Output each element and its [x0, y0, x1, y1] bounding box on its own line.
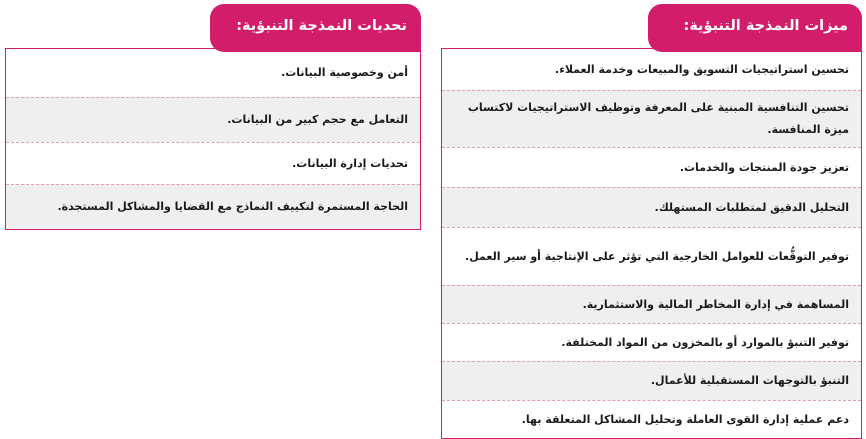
list-item: المساهمة في إدارة المخاطر المالية والاستثمارية.	[442, 285, 861, 323]
list-item: توفير التوقُّعات للعوامل الخارجية التي تؤثر على الإنتاجية أو سير العمل.	[442, 227, 861, 285]
challenges-list	[5, 48, 421, 230]
list-item: تحديات إدارة البيانات.	[6, 142, 420, 184]
challenges-title: تحديات النمذجة التنبؤية:	[210, 4, 421, 52]
features-list	[441, 48, 862, 439]
list-item: التحليل الدقيق لمتطلبات المستهلك.	[442, 187, 861, 227]
list-item: تعزيز جودة المنتجات والخدمات.	[442, 147, 861, 187]
list-item: الحاجة المستمرة لتكييف النماذج مع القضايا والمشاكل المستجدة.	[6, 184, 420, 229]
list-item: التنبؤ بالتوجهات المستقبلية للأعمال.	[442, 361, 861, 400]
list-item: توفير التنبؤ بالموارد أو بالمخزون من المواد المختلفة.	[442, 323, 861, 361]
list-item: تحسين استراتيجيات التسويق والمبيعات وخدمة العملاء.	[555, 62, 849, 76]
list-item: التعامل مع حجم كبير من البيانات.	[6, 97, 420, 142]
features-title: ميزات النمذجة التنبؤية:	[648, 4, 862, 52]
list-item: تحسين التنافسية المبنية على المعرفة وتوظيف الاستراتيجيات لاكتساب ميزة المنافسة.	[442, 90, 861, 147]
list-item: أمن وخصوصية البيانات.	[281, 66, 408, 79]
list-item: دعم عملية إدارة القوى العاملة وتحليل المشاكل المتعلقة بها.	[442, 400, 861, 438]
